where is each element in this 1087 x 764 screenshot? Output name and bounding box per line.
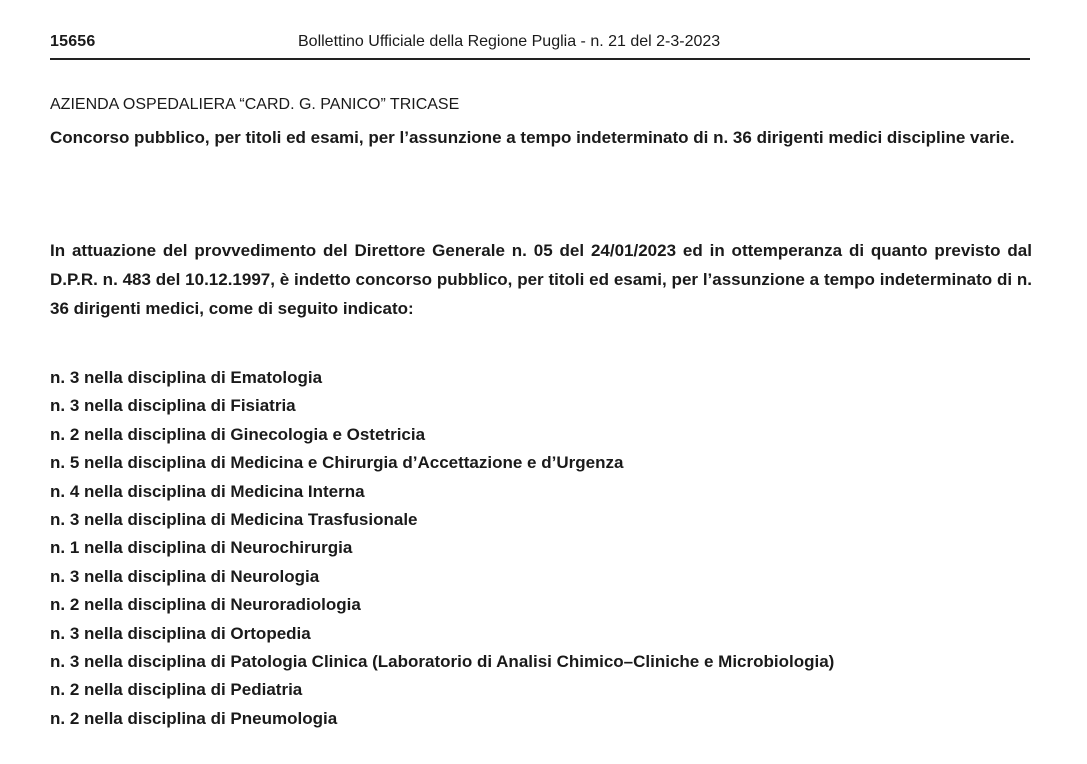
- post-item: n. 3 nella disciplina di Neurologia: [50, 566, 320, 586]
- post-item: n. 2 nella disciplina di Neuroradiologia: [50, 595, 361, 615]
- notice-subject: Concorso pubblico, per titoli ed esami, per l’assunzione a tempo indeterminato di n. 36 dirigenti medici discipline varie.: [50, 128, 1015, 147]
- posts-list: [50, 364, 1040, 733]
- post-item: n. 3 nella disciplina di Fisiatria: [50, 396, 296, 416]
- organization-name: AZIENDA OSPEDALIERA “CARD. G. PANICO” TRICASE: [50, 96, 460, 113]
- post-item: n. 2 nella disciplina di Pneumologia: [50, 708, 338, 728]
- post-item: n. 3 nella disciplina di Ortopedia: [50, 623, 311, 643]
- post-item: n. 3 nella disciplina di Medicina Trasfusionale: [50, 510, 418, 530]
- post-item: n. 1 nella disciplina di Neurochirurgia: [50, 538, 353, 558]
- notice-intro: In attuazione del provvedimento del Direttore Generale n. 05 del 24/01/2023 ed in ottemperanza di quanto previsto dal D.P.R. n. 483 del 10.12.1997, è indetto concorso pubblico, per titoli ed esami, per l’assunzione a tempo indeterminato di n. 36 dirigenti medici, come di seguito indicato:: [50, 241, 1032, 318]
- page-header: [50, 30, 1030, 60]
- post-item: n. 5 nella disciplina di Medicina e Chirurgia d’Accettazione e d’Urgenza: [50, 453, 624, 473]
- bulletin-title: Bollettino Ufficiale della Regione Puglia - n. 21 del 2-3-2023: [298, 33, 721, 50]
- page-number: 15656: [50, 33, 96, 50]
- post-item: n. 3 nella disciplina di Patologia Clinica (Laboratorio di Analisi Chimico–Cliniche e Microbiologia): [50, 652, 835, 672]
- post-item: n. 4 nella disciplina di Medicina Interna: [50, 481, 365, 501]
- post-item: n. 3 nella disciplina di Ematologia: [50, 368, 323, 387]
- post-item: n. 2 nella disciplina di Pediatria: [50, 680, 303, 700]
- post-item: n. 2 nella disciplina di Ginecologia e Ostetricia: [50, 424, 426, 444]
